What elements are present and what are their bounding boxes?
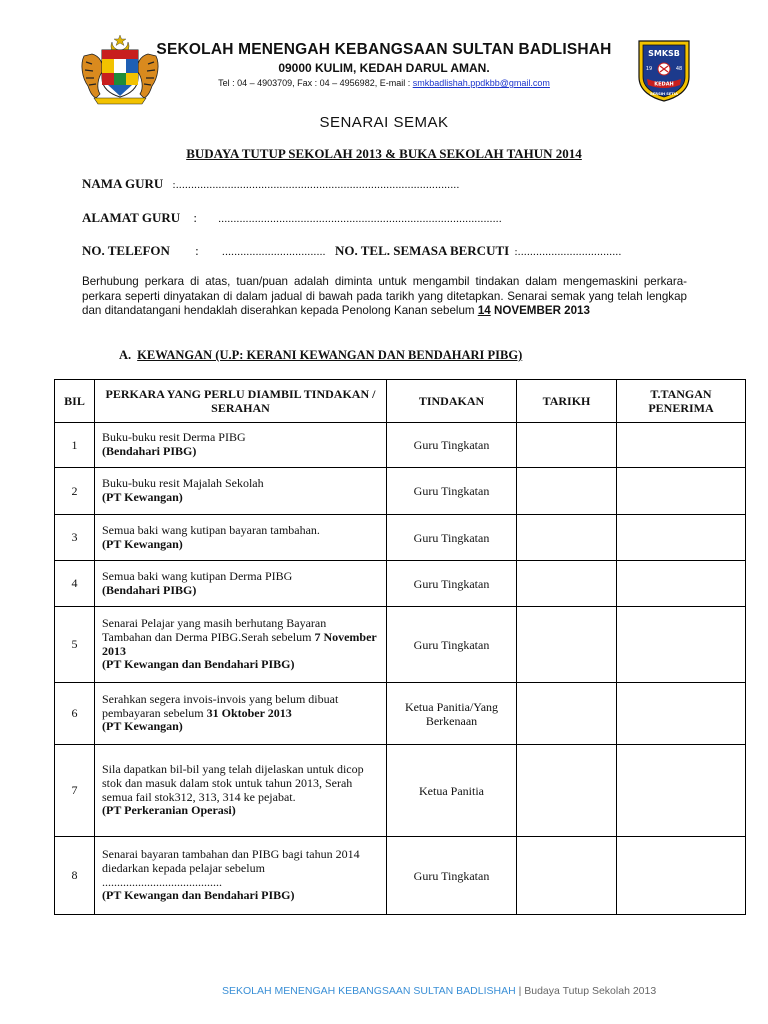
row-signature-cell[interactable] <box>617 561 746 607</box>
table-header-row <box>55 380 746 423</box>
row-item <box>95 837 387 915</box>
row-signature-cell[interactable] <box>617 468 746 515</box>
item-text: Sila dapatkan bil-bil yang telah dijelaskan untuk dicop stok dan masuk dalam stok untuk tahun 2013, Serah semua fail stok312, 313, 314 ke pejabat. <box>102 761 364 804</box>
row-date-cell[interactable] <box>517 515 617 561</box>
page-footer <box>222 985 656 997</box>
row-item <box>95 683 387 745</box>
school-address: 09000 KULIM, KEDAH DARUL AMAN. <box>278 61 490 75</box>
item-text: Semua baki wang kutipan bayaran tambahan. <box>102 522 320 537</box>
table-row <box>55 607 746 683</box>
row-number: 7 <box>55 745 95 837</box>
row-number: 4 <box>55 561 95 607</box>
item-responsible: (PT Kewangan) <box>102 536 183 551</box>
telefon-colon: : <box>195 243 199 258</box>
table-row <box>55 561 746 607</box>
table-row <box>55 515 746 561</box>
logo-band-text: KEDAH <box>654 81 674 88</box>
table-row <box>55 837 746 915</box>
row-signature-cell[interactable] <box>617 423 746 468</box>
document-subtitle: BUDAYA TUTUP SEKOLAH 2013 & BUKA SEKOLAH TAHUN 2014 <box>186 146 582 161</box>
tel-cuti-label: NO. TEL. SEMASA BERCUTI <box>334 243 510 258</box>
section-title: KEWANGAN (U.P: KERANI KEWANGAN DAN BENDAHARI PIBG) <box>137 348 523 362</box>
row-signature-cell[interactable] <box>617 837 746 915</box>
row-signature-cell[interactable] <box>617 745 746 837</box>
row-item <box>95 561 387 607</box>
section-a-heading <box>119 348 522 363</box>
section-letter: A. <box>119 348 132 362</box>
item-date: 31 Oktober 2013 <box>206 705 292 720</box>
item-text: Serahkan segera invois-invois yang belum dibuat pembayaran sebelum <box>102 691 339 720</box>
header-tarikh: TARIKH <box>517 380 617 423</box>
deadline-month: NOVEMBER 2013 <box>493 304 590 317</box>
row-date-cell[interactable] <box>517 745 617 837</box>
nama-guru-label: NAMA GURU <box>82 176 164 191</box>
logo-year-right: 48 <box>675 66 683 72</box>
row-number: 8 <box>55 837 95 915</box>
nama-guru-field <box>82 176 460 192</box>
logo-year-left: 19 <box>645 66 653 72</box>
item-responsible: (PT Perkeranian Operasi) <box>102 803 236 818</box>
alamat-guru-label: ALAMAT GURU <box>82 210 181 225</box>
row-number: 6 <box>55 683 95 745</box>
row-signature-cell[interactable] <box>617 515 746 561</box>
row-action: Guru Tingkatan <box>387 423 517 468</box>
item-text: Buku-buku resit Derma PIBG <box>102 430 246 445</box>
school-name: SEKOLAH MENENGAH KEBANGSAAN SULTAN BADLISHAH <box>156 41 612 58</box>
contact-text: Tel : 04 – 4903709, Fax : 04 – 4956982, E-mail : <box>218 78 413 88</box>
table-row <box>55 745 746 837</box>
logo-motto: BERSIH SETIA <box>650 92 678 96</box>
table-row <box>55 423 746 468</box>
row-action: Ketua Panitia <box>387 745 517 837</box>
email-link[interactable]: smkbadlishah.ppdkbb@gmail.com <box>412 78 550 88</box>
row-action: Guru Tingkatan <box>387 515 517 561</box>
intro-paragraph <box>82 275 687 319</box>
header-perkara: PERKARA YANG PERLU DIAMBIL TINDAKAN / SERAHAN <box>95 380 387 423</box>
tel-cuti-input[interactable]: :.................................. <box>514 246 622 258</box>
footer-school: SEKOLAH MENENGAH KEBANGSAAN SULTAN BADLISHAH <box>222 985 516 997</box>
school-contact <box>0 78 768 88</box>
row-number: 1 <box>55 423 95 468</box>
telefon-label: NO. TELEFON <box>82 243 170 258</box>
table-row <box>55 683 746 745</box>
alamat-guru-field <box>82 210 502 226</box>
row-date-cell[interactable] <box>517 607 617 683</box>
row-number: 2 <box>55 468 95 515</box>
row-item <box>95 745 387 837</box>
header-tindakan: TINDAKAN <box>387 380 517 423</box>
item-responsible: (Bendahari PIBG) <box>102 444 197 458</box>
row-item <box>95 468 387 515</box>
telefon-field <box>82 243 622 259</box>
telefon-input[interactable]: .................................. <box>222 246 326 258</box>
alamat-guru-colon: : <box>193 210 197 225</box>
row-date-cell[interactable] <box>517 423 617 468</box>
row-signature-cell[interactable] <box>617 683 746 745</box>
item-date: 7 November 2013 <box>102 629 377 658</box>
row-action: Guru Tingkatan <box>387 837 517 915</box>
header-bil: BIL <box>55 380 95 423</box>
row-action: Ketua Panitia/Yang Berkenaan <box>387 683 517 745</box>
intro-text: Berhubung perkara di atas, tuan/puan adalah diminta untuk mengambil tindakan dalam mengemaskini perkara-perkara seperti dinyatakan di dalam jadual di bawah pada tarikh yang ditetapkan. Senarai semak yang telah lengkap dan ditandatangani hendaklah diserahkan kepada Penolong Kanan sebelum <box>82 275 687 317</box>
row-item <box>95 607 387 683</box>
logo-acronym: SMKSB <box>648 49 680 58</box>
footer-separator: | <box>515 985 525 997</box>
item-text: Semua baki wang kutipan Derma PIBG <box>102 568 293 583</box>
row-date-cell[interactable] <box>517 468 617 515</box>
row-number: 5 <box>55 607 95 683</box>
row-action: Guru Tingkatan <box>387 607 517 683</box>
item-responsible: (PT Kewangan dan Bendahari PIBG) <box>102 888 295 903</box>
checklist-table <box>54 379 746 915</box>
item-responsible: (PT Kewangan) <box>102 490 183 504</box>
item-text: Buku-buku resit Majalah Sekolah <box>102 476 264 491</box>
row-number: 3 <box>55 515 95 561</box>
item-responsible: (PT Kewangan) <box>102 719 183 734</box>
row-date-cell[interactable] <box>517 837 617 915</box>
item-responsible: (Bendahari PIBG) <box>102 582 197 597</box>
row-date-cell[interactable] <box>517 561 617 607</box>
document-title: SENARAI SEMAK <box>319 114 449 131</box>
row-action: Guru Tingkatan <box>387 468 517 515</box>
row-item <box>95 423 387 468</box>
table-row <box>55 468 746 515</box>
item-text: Senarai Pelajar yang masih berhutang Bayaran Tambahan dan Derma PIBG.Serah sebelum <box>102 615 327 644</box>
footer-document: Budaya Tutup Sekolah 2013 <box>524 985 657 997</box>
alamat-guru-input[interactable]: ............................................................................................. <box>218 213 502 225</box>
item-responsible: (PT Kewangan dan Bendahari PIBG) <box>102 657 295 672</box>
item-blank[interactable]: ........................................ <box>102 874 222 889</box>
nama-guru-input[interactable]: :............................................................................................. <box>172 179 460 191</box>
row-action: Guru Tingkatan <box>387 561 517 607</box>
header-ttangan: T.TANGAN PENERIMA <box>617 380 746 423</box>
row-item <box>95 515 387 561</box>
item-text: Senarai bayaran tambahan dan PIBG bagi tahun 2014 diedarkan kepada pelajar sebelum <box>102 846 360 875</box>
row-date-cell[interactable] <box>517 683 617 745</box>
deadline-day: 14 <box>477 304 491 317</box>
row-signature-cell[interactable] <box>617 607 746 683</box>
